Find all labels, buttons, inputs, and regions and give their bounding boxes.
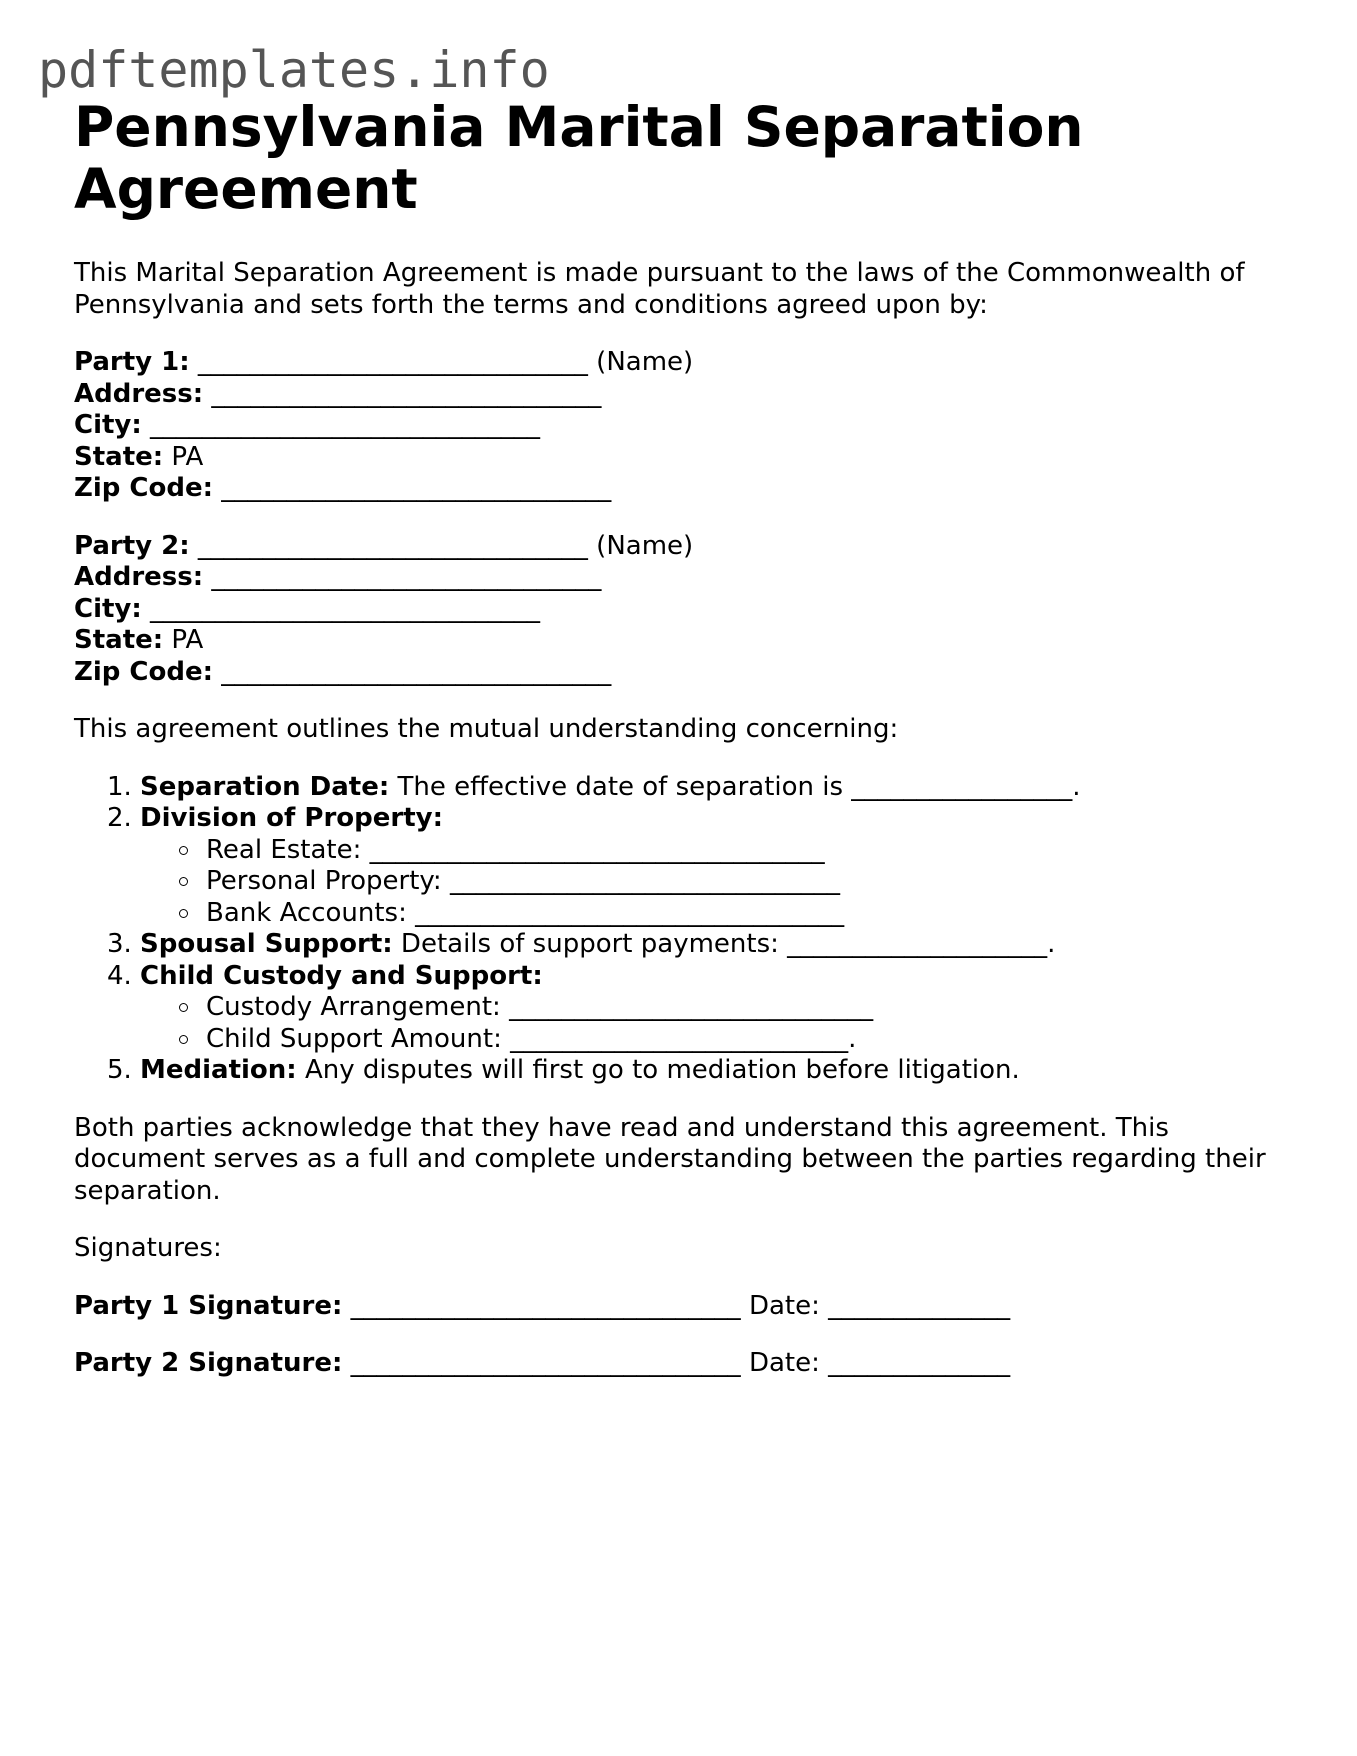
item-label: Spousal Support: (140, 929, 393, 959)
property-sublist (140, 835, 1294, 930)
item-text: The effective date of separation is _________________. (389, 771, 1081, 802)
list-item (74, 803, 1294, 929)
custody-sublist (140, 992, 1294, 1055)
sub-list-item (140, 1024, 1294, 1056)
list-item (74, 1055, 1294, 1087)
party-1-state-label: State: (74, 441, 164, 472)
sub-list-item (140, 992, 1294, 1024)
terms-list (74, 772, 1294, 1087)
party-1-name-line (74, 347, 1294, 379)
custody-arrangement-field: Custody Arrangement: ____________________________ (206, 992, 874, 1022)
sub-list-item (140, 898, 1294, 930)
circle-bullet-icon (179, 846, 188, 855)
watermark: pdftemplates.info (38, 41, 550, 99)
party-2-city-line (74, 594, 1294, 626)
sub-list-item (140, 866, 1294, 898)
list-item (74, 929, 1294, 961)
signatures-heading: Signatures: (74, 1233, 222, 1263)
circle-bullet-icon (179, 1035, 188, 1044)
party-1-signature-field: ______________________________ (342, 1290, 749, 1321)
party-1-date-label: Date: (748, 1290, 820, 1321)
party-2-name-line (74, 531, 1294, 563)
real-estate-field: Real Estate: ___________________________________ (206, 834, 825, 865)
party-2-signature-line (74, 1348, 1294, 1380)
party-2-zip-line (74, 657, 1294, 689)
document-title: Pennsylvania Marital Separation Agreement (74, 95, 1084, 221)
item-label: Mediation: (140, 1055, 297, 1085)
personal-property-field: Personal Property: ______________________________ (206, 866, 840, 896)
party-2-signature-label: Party 2 Signature: (74, 1348, 343, 1378)
party-2-zip-label: Zip Code: (74, 656, 214, 687)
party-1-signature-line (74, 1291, 1294, 1323)
party-1-address-label: Address: (74, 378, 204, 409)
party-1-zip-label: Zip Code: (74, 473, 214, 503)
party-1-signature-label: Party 1 Signature: (74, 1290, 343, 1321)
party-2-address-field: ______________________________ (203, 562, 602, 592)
party-1-name-field: ______________________________ (Name) (189, 347, 694, 377)
circle-bullet-icon (179, 909, 188, 918)
party-2-state-line (74, 625, 1294, 657)
party-2-block (74, 531, 1294, 689)
outline-intro: This agreement outlines the mutual understanding concerning: (74, 714, 899, 744)
document-page (74, 96, 1294, 1380)
party-2-zip-field: ______________________________ (213, 656, 612, 687)
party-2-address-label: Address: (74, 562, 204, 592)
party-2-state-value: PA (163, 625, 204, 655)
party-1-label: Party 1: (74, 347, 190, 377)
party-2-city-label: City: (74, 593, 142, 624)
party-2-address-line (74, 562, 1294, 594)
party-1-address-field: ______________________________ (203, 378, 602, 409)
sub-list-item (140, 835, 1294, 867)
bank-accounts-field: Bank Accounts: _________________________________ (206, 897, 845, 928)
intro-paragraph: This Marital Separation Agreement is made pursuant to the laws of the Commonwealth of Pennsylvania and sets forth the terms and conditions agreed upon by: (74, 258, 1245, 320)
item-number: 1. (107, 771, 132, 802)
item-text: Details of support payments: ____________________. (392, 929, 1056, 959)
party-2-date-field: ______________ (819, 1348, 1011, 1378)
party-1-zip-line (74, 473, 1294, 505)
closing-paragraph: Both parties acknowledge that they have read and understand this agreement. This document serves as a full and complete understanding between the parties regarding their separation. (74, 1112, 1266, 1206)
item-label: Separation Date: (140, 771, 390, 802)
list-item (74, 772, 1294, 804)
party-1-state-line (74, 442, 1294, 474)
circle-bullet-icon (179, 877, 188, 886)
party-2-signature-field: ______________________________ (342, 1348, 749, 1378)
list-item (74, 961, 1294, 1056)
party-1-address-line (74, 379, 1294, 411)
party-2-name-field: ______________________________ (Name) (189, 530, 694, 561)
item-label: Child Custody and Support: (140, 960, 543, 991)
party-2-date-label: Date: (748, 1348, 820, 1378)
party-1-zip-field: ______________________________ (213, 473, 612, 503)
party-1-state-value: PA (163, 441, 204, 472)
party-1-date-field: ______________ (819, 1290, 1011, 1321)
item-text: Any disputes will first go to mediation before litigation. (296, 1055, 1020, 1085)
circle-bullet-icon (179, 1003, 188, 1012)
party-2-state-label: State: (74, 625, 164, 655)
item-label: Division of Property: (140, 803, 443, 833)
party-2-label: Party 2: (74, 530, 190, 561)
item-number: 5. (107, 1055, 132, 1085)
child-support-amount-field: Child Support Amount: __________________________. (206, 1023, 857, 1054)
party-1-block (74, 347, 1294, 505)
item-number: 3. (107, 929, 132, 959)
party-2-city-field: ______________________________ (141, 593, 541, 624)
party-1-city-field: ______________________________ (141, 410, 541, 440)
item-number: 2. (107, 803, 132, 833)
party-1-city-line (74, 410, 1294, 442)
party-1-city-label: City: (74, 410, 142, 440)
item-number: 4. (107, 960, 132, 991)
